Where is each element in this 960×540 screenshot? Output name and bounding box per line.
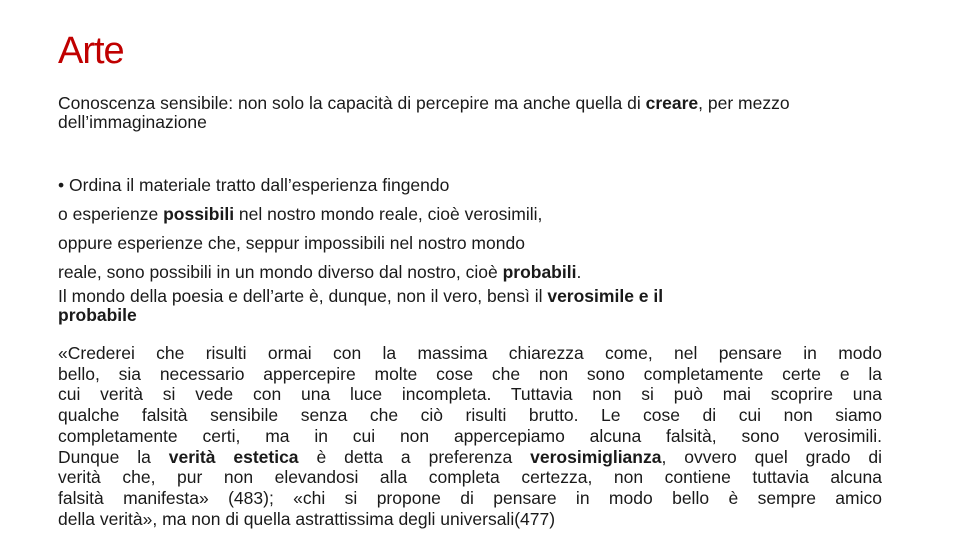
bullet-text-1: Ordina il materiale tratto dall’esperienza fingendo xyxy=(64,175,450,195)
bullet-line-4 xyxy=(58,258,882,287)
bullet-icon: • xyxy=(58,175,65,195)
bullet-line-6 xyxy=(58,306,882,325)
bullet-line-2 xyxy=(58,200,882,229)
intro-text-end: , per mezzo dell’immaginazione xyxy=(58,93,790,132)
quote-line-3: cui verità si vede con una luce incompleta. Tuttavia non si può mai scoprire una xyxy=(58,384,882,405)
bullet-line-1 xyxy=(58,171,882,200)
bold-probabile: probabile xyxy=(58,305,137,325)
intro-bold-creare: creare xyxy=(645,93,699,113)
bullet-line-5 xyxy=(58,287,882,306)
bold-possibili: possibili xyxy=(163,204,235,224)
bullet-paragraph xyxy=(58,171,882,325)
quote-line-2: bello, sia necessario appercepire molte cose che non sono completamente certe e la xyxy=(58,363,882,384)
bold-probabili: probabili xyxy=(502,262,577,282)
quote-line-8: falsità manifesta» (483); «chi si propone di pensare in modo bello è sempre amico xyxy=(58,487,882,508)
quote-line-9: della verità», ma non di quella astrattissima degli universali(477) xyxy=(58,508,556,529)
bullet-text-5a: Il mondo della poesia e dell’arte è, dunque, non il vero, bensì il xyxy=(58,286,548,306)
quote-line-4: qualche falsità sensibile senza che ciò risulti brutto. Le cose di cui non siamo xyxy=(58,405,882,426)
bullet-text-2a: o esperienze xyxy=(58,204,164,224)
intro-paragraph xyxy=(58,94,888,132)
intro-text: Conoscenza sensibile: non solo la capacità di percepire ma anche quella di xyxy=(58,93,646,113)
bold-verosimiglianza: verosimiglianza xyxy=(530,446,662,467)
bullet-line-3: oppure esperienze che, seppur impossibili nel nostro mondo xyxy=(58,233,525,253)
quote-text-6e: , ovvero quel grado di xyxy=(661,446,882,467)
bullet-text-4c: . xyxy=(576,262,582,282)
quote-line-6 xyxy=(58,447,882,468)
quote-paragraph xyxy=(58,343,882,529)
quote-text-6c: è detta a preferenza xyxy=(298,446,531,467)
quote-line-7: verità che, pur non elevandosi alla completa certezza, non contiene tuttavia alcuna xyxy=(58,467,882,488)
bold-verita-estetica: verità estetica xyxy=(168,446,299,467)
slide-title: Arte xyxy=(58,30,124,72)
bullet-text-2c: nel nostro mondo reale, cioè verosimili, xyxy=(234,204,543,224)
quote-text-6a: Dunque la xyxy=(58,446,169,467)
quote-line-1: «Crederei che risulti ormai con la massima chiarezza come, nel pensare in modo xyxy=(58,343,882,363)
bullet-text-4a: reale, sono possibili in un mondo diverso dal nostro, cioè xyxy=(58,262,503,282)
quote-line-5: completamente certi, ma in cui non appercepiamo alcuna falsità, sono verosimili. xyxy=(58,425,882,446)
bold-verosimile: verosimile e il xyxy=(547,286,664,306)
